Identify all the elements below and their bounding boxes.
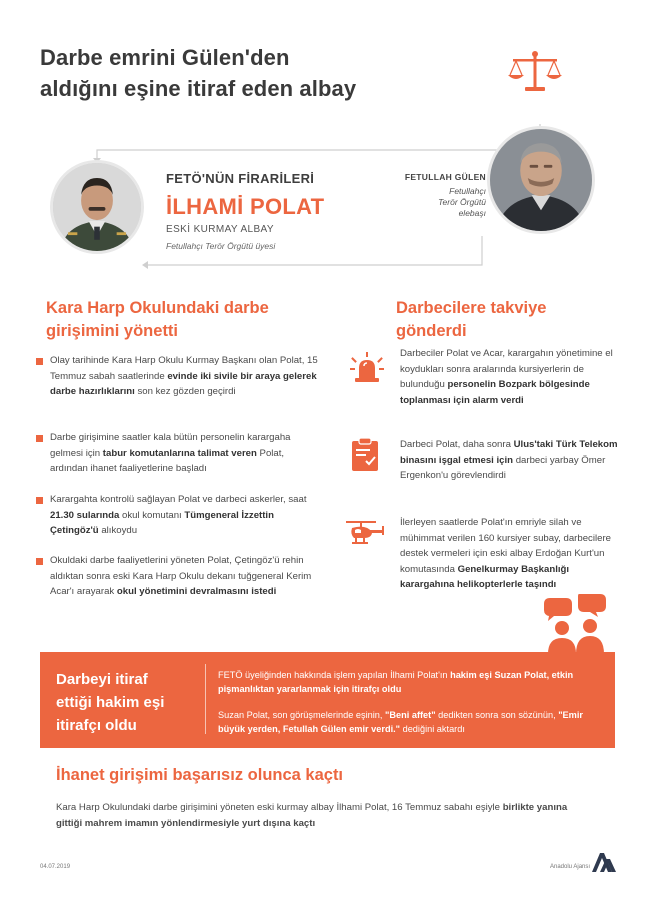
page-title bbox=[40, 42, 460, 104]
bullet-text: Karargahta kontrolü sağlayan Polat ve darbeci askerler, saat bbox=[50, 494, 307, 505]
bullet-bold: evinde iki sivile bir araya gelerek darbe hazırlıklarını bbox=[50, 370, 317, 397]
band-title-line-2: ettiği hakim eşi bbox=[56, 694, 165, 711]
band-bold: "Emir büyük yerden, Fetullah Gülen emir verdi." bbox=[218, 710, 583, 734]
clipboard-icon bbox=[350, 437, 380, 471]
right-item-2 bbox=[400, 437, 625, 484]
scales-of-justice-icon bbox=[507, 50, 563, 94]
conversation-people-icon bbox=[540, 594, 612, 654]
bullet-text: okul komutanı bbox=[119, 509, 185, 521]
gulen-desc-line-2: Terör Örgütü bbox=[438, 197, 486, 207]
band-title bbox=[56, 668, 216, 737]
gulen-desc-line-3: elebaşı bbox=[458, 208, 486, 218]
polat-portrait bbox=[50, 160, 144, 254]
polat-organization: Fetullahçı Terör Örgütü üyesi bbox=[166, 241, 276, 251]
band-text: Suzan Polat, son görüşmelerinde eşinin, bbox=[218, 710, 386, 720]
gulen-description bbox=[376, 186, 486, 219]
polat-rank: ESKİ KURMAY ALBAY bbox=[166, 224, 274, 235]
bullet-bold: tabur komutanlarına talimat veren bbox=[102, 447, 257, 459]
bullet-text: Olay tarihinde Kara Harp Okulu Kurmay Başkanı olan Polat, 15 Temmuz sabah saatlerinde bbox=[50, 355, 318, 382]
title-line-1: Darbe emrini Gülen'den bbox=[40, 45, 290, 70]
bottom-text: Kara Harp Okulundaki darbe girişimini yöneten eski kurmay albay İlhami Polat, 16 Temmuz sabahı eşiyle bbox=[56, 802, 503, 813]
right-heading-line-2: gönderdi bbox=[396, 322, 467, 340]
siren-icon bbox=[350, 352, 384, 382]
bullet-text: son kez gözden geçirdi bbox=[134, 386, 236, 397]
left-heading-line-2: girişimini yönetti bbox=[46, 322, 179, 340]
bullet-bold: Tümgeneral İzzettin Çetingöz'ü bbox=[50, 509, 274, 536]
band-text: dediğini aktardı bbox=[400, 724, 465, 734]
helicopter-icon bbox=[342, 518, 386, 548]
left-section-heading bbox=[46, 297, 326, 343]
bottom-bold: birlikte yanına gittiği mahrem imamın yönlendirmesiyle yurt dışına kaçtı bbox=[56, 802, 568, 829]
right-section-heading bbox=[396, 297, 626, 343]
gulen-desc-line-1: Fetullahçı bbox=[449, 186, 486, 196]
right-item-1 bbox=[400, 346, 625, 408]
item-bold: Genelkurmay Başkanlığı karargahına helikopterlerle taşındı bbox=[400, 563, 570, 590]
band-text: FETÖ üyeliğinden hakkında işlem yapılan İlhami Polat'ın bbox=[218, 670, 451, 680]
bullet-bold: okul yönetimini devralmasını istedi bbox=[116, 586, 277, 597]
band-bold: "Beni affet" bbox=[385, 710, 436, 720]
right-heading-line-1: Darbecilere takviye bbox=[396, 299, 547, 317]
polat-name: İLHAMİ POLAT bbox=[166, 194, 325, 219]
left-bullet-1 bbox=[50, 353, 320, 400]
bottom-paragraph bbox=[56, 800, 586, 831]
band-bold: hakim eşi Suzan Polat, etkin pişmanlıktan yararlanmak için itirafçı oldu bbox=[218, 670, 574, 694]
title-line-2: aldığını eşine itiraf eden albay bbox=[40, 76, 357, 101]
band-title-line-1: Darbeyi itiraf bbox=[56, 671, 148, 688]
elderly-man-portrait-image bbox=[490, 129, 592, 231]
band-title-line-3: itirafçı oldu bbox=[56, 717, 137, 734]
left-bullet-2 bbox=[50, 430, 320, 477]
bullet-bold: 21.30 sularında bbox=[50, 509, 120, 521]
item-text: Darbeci Polat, daha sonra bbox=[400, 439, 514, 450]
polat-kicker: FETÖ'NÜN FİRARİLERİ bbox=[166, 171, 315, 186]
bullet-text: Okuldaki darbe faaliyetlerini yöneten Polat, Çetingöz'ü rehin aldıktan sonra eski Kara Harp Okulu dekanı tuğgeneral Kerim Acar'ı arayarak bbox=[50, 555, 312, 597]
footer-date: 04.07.2019 bbox=[40, 864, 71, 870]
band-text: dedikten sonra son sözünün, bbox=[435, 710, 559, 720]
left-bullet-4 bbox=[50, 553, 320, 600]
left-bullet-3 bbox=[50, 492, 320, 539]
bullet-text: Darbe girişimine saatler kala bütün personelin karargaha gelmesi için bbox=[50, 432, 291, 459]
right-item-3 bbox=[400, 515, 625, 593]
bottom-heading: İhanet girişimi başarısız olunca kaçtı bbox=[56, 766, 344, 784]
band-paragraph-2 bbox=[218, 708, 603, 736]
bullet-text: alıkoydu bbox=[98, 525, 138, 536]
item-bold: personelin Bozpark bölgesinde toplanması için alarm verdi bbox=[400, 379, 590, 406]
gulen-name: FETULLAH GÜLEN bbox=[404, 172, 486, 182]
item-text: darbeci yarbay Ömer Ergenkon'u görevlendirdi bbox=[400, 454, 606, 481]
item-text: Darbeciler Polat ve Acar, karargahın yönetimine el koydukları sonra aralarında kursiyerlerin de bulunduğu bbox=[400, 348, 613, 390]
band-divider bbox=[205, 664, 206, 734]
item-text: İlerleyen saatlerde Polat'ın emriyle silah ve mühimmat verilen 160 kursiyer subay, darbecilere destek vermeleri için eski albay Erdoğan Kurt'un komutasında bbox=[400, 517, 611, 575]
footer-agency: Anadolu Ajansı bbox=[550, 864, 591, 870]
left-heading-line-1: Kara Harp Okulundaki darbe bbox=[46, 299, 269, 317]
item-bold: Ulus'taki Türk Telekom binasını işgal etmesi için bbox=[400, 439, 618, 466]
gulen-portrait bbox=[487, 126, 595, 234]
band-paragraph-1 bbox=[218, 668, 603, 696]
bullet-text: Polat, ardından ihanet faaliyetlerine başladı bbox=[50, 447, 285, 474]
aa-logo-icon bbox=[590, 851, 618, 873]
officer-portrait-image bbox=[53, 163, 141, 251]
